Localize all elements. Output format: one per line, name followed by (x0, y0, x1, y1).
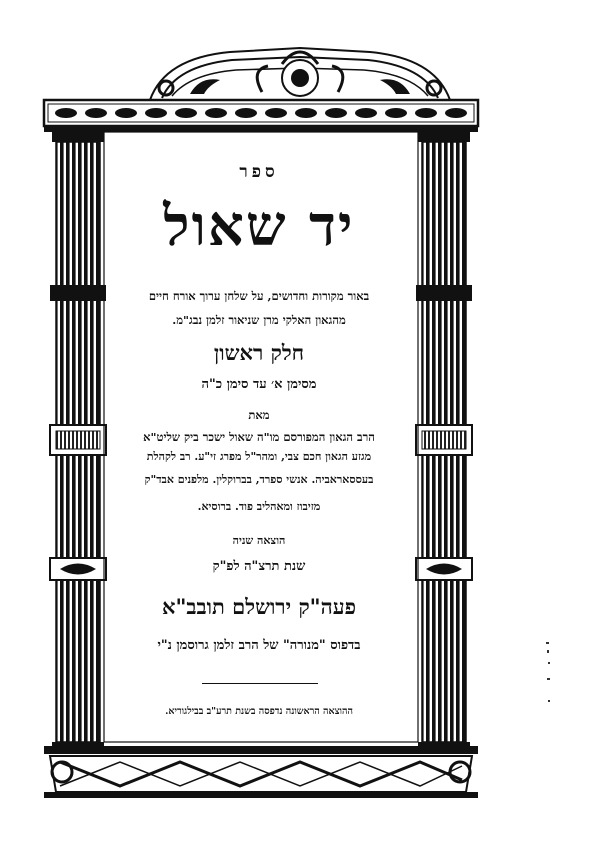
author-line-2: מגזע הגאון חכם צבי, ומהר"ל מפרג זי"ע. רב לקהלת (146, 450, 372, 463)
author-line-4: מזיבוז ומאהליב פוד. ברוסיא. (197, 500, 321, 513)
first-edition-note: ההוצאה הראשונה נדפסה בשנת תרע"ב בבילגוריא. (165, 706, 353, 717)
book-label: ספר (239, 162, 279, 182)
bottom-base-ornament (44, 746, 478, 798)
book-title: יד שאול (163, 193, 355, 259)
description-line-2: מהגאון האלקי מרן שניאור זלמן נבג"מ. (172, 313, 346, 327)
edition-label: הוצאה שניה (232, 534, 286, 547)
top-crest-ornament (150, 48, 450, 100)
by-label: מאת (248, 408, 270, 422)
divider-rule (202, 683, 318, 684)
right-column (416, 132, 472, 750)
top-frieze (44, 100, 478, 132)
publication-place: פעה"ק ירושלם תובב"א (161, 594, 357, 619)
author-line-1: הרב הגאון המפורסם מו"ה שאול ישכר ביק שליט"א (143, 430, 375, 444)
margin-marks (546, 642, 550, 702)
description-line-1: באור מקורות וחדושים, על שלחן ערוך אורח חיים (148, 289, 370, 303)
publication-year: שנת תרצ"ה לפ"ק (212, 559, 306, 574)
volume-part: חלק ראשון (213, 340, 305, 365)
printer-line: בדפוס "מנורה" של הרב זלמן גרוסמן נ"י (157, 638, 361, 653)
author-line-3: בעססאראביה. אנשי ספרד, בברוקלין. מלפנים אבד"ק (144, 473, 374, 486)
siman-range: מסימן א׳ עד סימן כ"ה (201, 377, 317, 392)
